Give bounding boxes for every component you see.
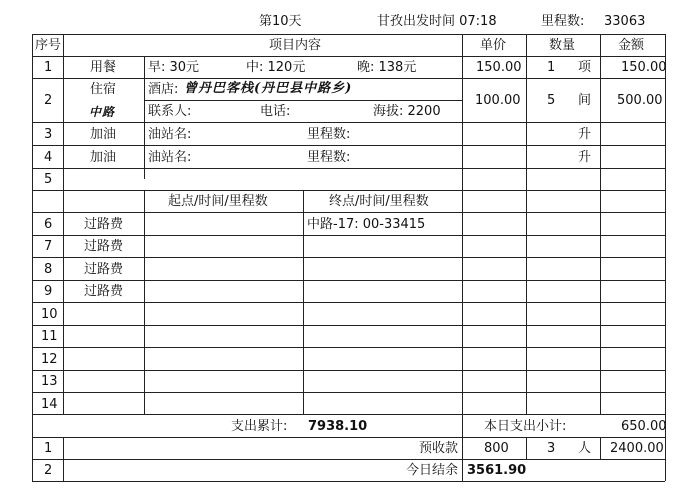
prepay-unit: 人 bbox=[578, 441, 592, 456]
toll-label: 过路费 bbox=[84, 217, 124, 232]
row-seq: 10 bbox=[41, 307, 58, 322]
breakfast-cost: 早: 30元 bbox=[148, 60, 200, 75]
lodging-place: 中路 bbox=[89, 105, 116, 119]
meal-price: 150.00 bbox=[476, 60, 522, 75]
toll-label: 过路费 bbox=[84, 262, 124, 277]
prepay-amount: 2400.00 bbox=[610, 441, 664, 456]
lodging-price: 100.00 bbox=[475, 93, 521, 108]
row-seq: 1 bbox=[44, 60, 53, 75]
fuel-unit: 升 bbox=[578, 150, 592, 165]
cumulative-value: 7938.10 bbox=[308, 419, 368, 434]
contact-label: 联系人: bbox=[148, 104, 192, 119]
mileage-value: 33063 bbox=[604, 14, 646, 29]
lodging-qty: 5 bbox=[547, 93, 556, 108]
station-label: 油站名: bbox=[148, 150, 192, 165]
row-seq: 1 bbox=[44, 441, 53, 456]
meal-amount: 150.00 bbox=[621, 60, 667, 75]
row-seq: 9 bbox=[44, 284, 53, 299]
phone-label: 电话: bbox=[260, 104, 291, 119]
fuel-mileage-label: 里程数: bbox=[307, 127, 351, 142]
row-seq: 2 bbox=[44, 463, 53, 478]
balance-value: 3561.90 bbox=[467, 463, 527, 478]
toll-label: 过路费 bbox=[84, 239, 124, 254]
meal-label: 用餐 bbox=[90, 60, 117, 75]
toll-end-header: 终点/时间/里程数 bbox=[329, 194, 429, 209]
row-seq: 4 bbox=[44, 150, 53, 165]
col-content: 项目内容 bbox=[269, 38, 322, 53]
day-label: 第10天 bbox=[259, 14, 302, 29]
prepay-price: 800 bbox=[484, 441, 509, 456]
mileage-label: 里程数: bbox=[541, 14, 585, 29]
fuel-unit: 升 bbox=[578, 127, 592, 142]
dinner-cost: 晚: 138元 bbox=[357, 60, 417, 75]
toll-end: 中路-17: 00-33415 bbox=[307, 217, 426, 232]
hotel-name: 曾丹巴客栈(丹巴县中路乡) bbox=[184, 81, 353, 96]
cumulative-label: 支出累计: bbox=[231, 419, 288, 434]
toll-start-header: 起点/时间/里程数 bbox=[168, 194, 268, 209]
col-quantity: 数量 bbox=[549, 38, 576, 53]
fuel-label: 加油 bbox=[90, 127, 117, 142]
row-seq: 12 bbox=[41, 352, 58, 367]
daily-subtotal-label: 本日支出小计: bbox=[484, 419, 567, 434]
row-seq: 7 bbox=[44, 239, 53, 254]
prepay-qty: 3 bbox=[547, 441, 556, 456]
row-seq: 14 bbox=[41, 397, 58, 412]
row-seq: 3 bbox=[44, 127, 53, 142]
col-amount: 金额 bbox=[618, 38, 645, 53]
lodging-amount: 500.00 bbox=[617, 93, 663, 108]
row-seq: 2 bbox=[44, 93, 53, 108]
row-seq: 6 bbox=[44, 217, 53, 232]
row-seq: 5 bbox=[44, 172, 53, 187]
meal-qty: 1 bbox=[547, 60, 556, 75]
meal-unit: 项 bbox=[578, 60, 592, 75]
lodging-label: 住宿 bbox=[90, 82, 117, 97]
departure-time: 甘孜出发时间 07:18 bbox=[377, 14, 497, 29]
toll-label: 过路费 bbox=[84, 284, 124, 299]
lodging-unit: 间 bbox=[578, 93, 592, 108]
fuel-mileage-label: 里程数: bbox=[307, 150, 351, 165]
daily-subtotal-value: 650.00 bbox=[621, 419, 667, 434]
prepay-label: 预收款 bbox=[419, 441, 459, 456]
altitude: 海拔: 2200 bbox=[373, 104, 441, 119]
station-label: 油站名: bbox=[148, 127, 192, 142]
col-unit-price: 单价 bbox=[480, 38, 507, 53]
hotel-label: 酒店: bbox=[148, 82, 179, 97]
row-seq: 11 bbox=[41, 329, 58, 344]
balance-label: 今日结余 bbox=[406, 463, 459, 478]
fuel-label: 加油 bbox=[90, 150, 117, 165]
col-seq: 序号 bbox=[35, 38, 62, 53]
lunch-cost: 中: 120元 bbox=[246, 60, 306, 75]
row-seq: 13 bbox=[41, 374, 58, 389]
row-seq: 8 bbox=[44, 262, 53, 277]
